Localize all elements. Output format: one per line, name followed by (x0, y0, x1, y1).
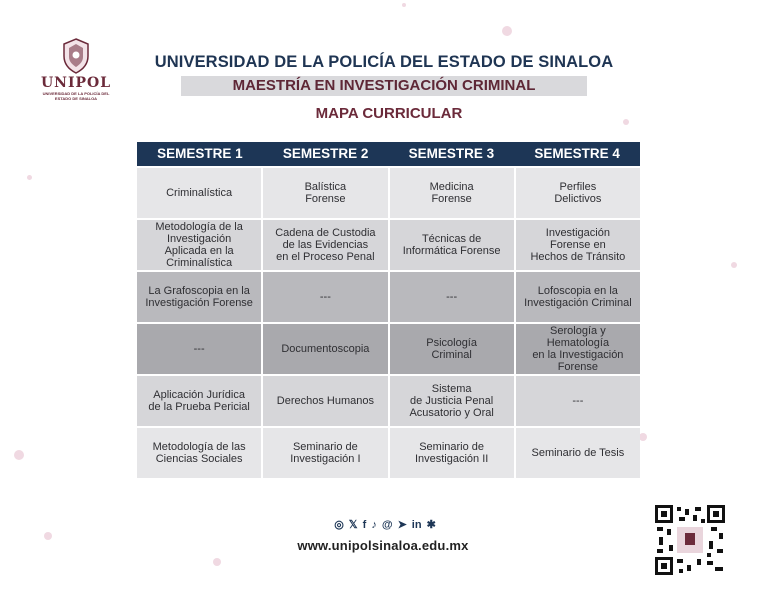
course-cell: Técnicas de Informática Forense (390, 220, 514, 270)
shield-icon (61, 38, 91, 74)
course-cell: Psicología Criminal (390, 324, 514, 374)
course-cell: Criminalística (137, 168, 261, 218)
decor-dot (27, 175, 32, 180)
course-cell: Medicina Forense (390, 168, 514, 218)
unipol-logo (38, 38, 114, 101)
course-cell: Serología y Hematología en la Investigación Forense (516, 324, 640, 374)
course-cell: Lofoscopia en la Investigación Criminal (516, 272, 640, 322)
decor-dot (44, 532, 52, 540)
section-title: MAPA CURRICULAR (315, 105, 463, 122)
course-cell: Sistema de Justicia Penal Acusatorio y Oral (390, 376, 514, 426)
course-cell: Seminario de Investigación I (263, 428, 387, 478)
course-cell: --- (390, 272, 514, 322)
decor-dot (14, 450, 24, 460)
curriculum-table (137, 142, 640, 478)
semester-header: SEMESTRE 3 (408, 146, 495, 161)
tiktok-icon[interactable]: ♪ (371, 518, 377, 531)
threads-icon[interactable]: @ (381, 518, 393, 531)
course-cell: --- (137, 324, 261, 374)
logo-name: UNIPOL (40, 75, 112, 91)
decor-dot (213, 558, 221, 566)
table-body (137, 168, 640, 478)
x-icon[interactable]: 𝕏 (348, 519, 358, 531)
course-cell: Derechos Humanos (263, 376, 387, 426)
semester-header: SEMESTRE 4 (534, 146, 620, 161)
semester-header: SEMESTRE 1 (157, 146, 243, 161)
decor-dot (502, 26, 512, 36)
facebook-icon[interactable]: f (362, 518, 367, 531)
program-title: MAESTRÍA EN INVESTIGACIÓN CRIMINAL (181, 76, 587, 96)
linkedin-icon[interactable]: in (411, 518, 422, 531)
decor-dot (402, 3, 406, 7)
qr-code-icon (655, 505, 725, 575)
semester-header: SEMESTRE 2 (282, 146, 369, 161)
course-cell: La Grafoscopia en la Investigación Forense (137, 272, 261, 322)
course-cell: Metodología de la Investigación Aplicada en la Criminalística (137, 220, 261, 270)
website-url[interactable]: www.unipolsinaloa.edu.mx (297, 538, 469, 553)
course-cell: Seminario de Tesis (516, 428, 640, 478)
course-cell: Perfiles Delictivos (516, 168, 640, 218)
logo-subtitle: UNIVERSIDAD DE LA POLICÍA DEL ESTADO DE SINALOA (42, 91, 110, 101)
course-cell: Seminario de Investigación II (390, 428, 514, 478)
course-cell: Metodología de las Ciencias Sociales (137, 428, 261, 478)
decor-dot (639, 433, 647, 441)
course-cell: Cadena de Custodia de las Evidencias en el Proceso Penal (263, 220, 387, 270)
social-icons (310, 518, 460, 531)
table-header (137, 142, 640, 166)
instagram-icon[interactable]: ◎ (334, 519, 344, 531)
course-cell: Aplicación Jurídica de la Prueba Pericial (137, 376, 261, 426)
bluesky-icon[interactable]: ✱ (426, 519, 436, 531)
page-title: UNIVERSIDAD DE LA POLICÍA DEL ESTADO DE SINALOA (154, 53, 614, 71)
course-cell: Documentoscopia (263, 324, 387, 374)
course-cell: Investigación Forense en Hechos de Tránsito (516, 220, 640, 270)
course-cell: --- (263, 272, 387, 322)
decor-dot (731, 262, 737, 268)
course-cell: Balística Forense (263, 168, 387, 218)
telegram-icon[interactable]: ➤ (397, 519, 407, 531)
course-cell: --- (516, 376, 640, 426)
